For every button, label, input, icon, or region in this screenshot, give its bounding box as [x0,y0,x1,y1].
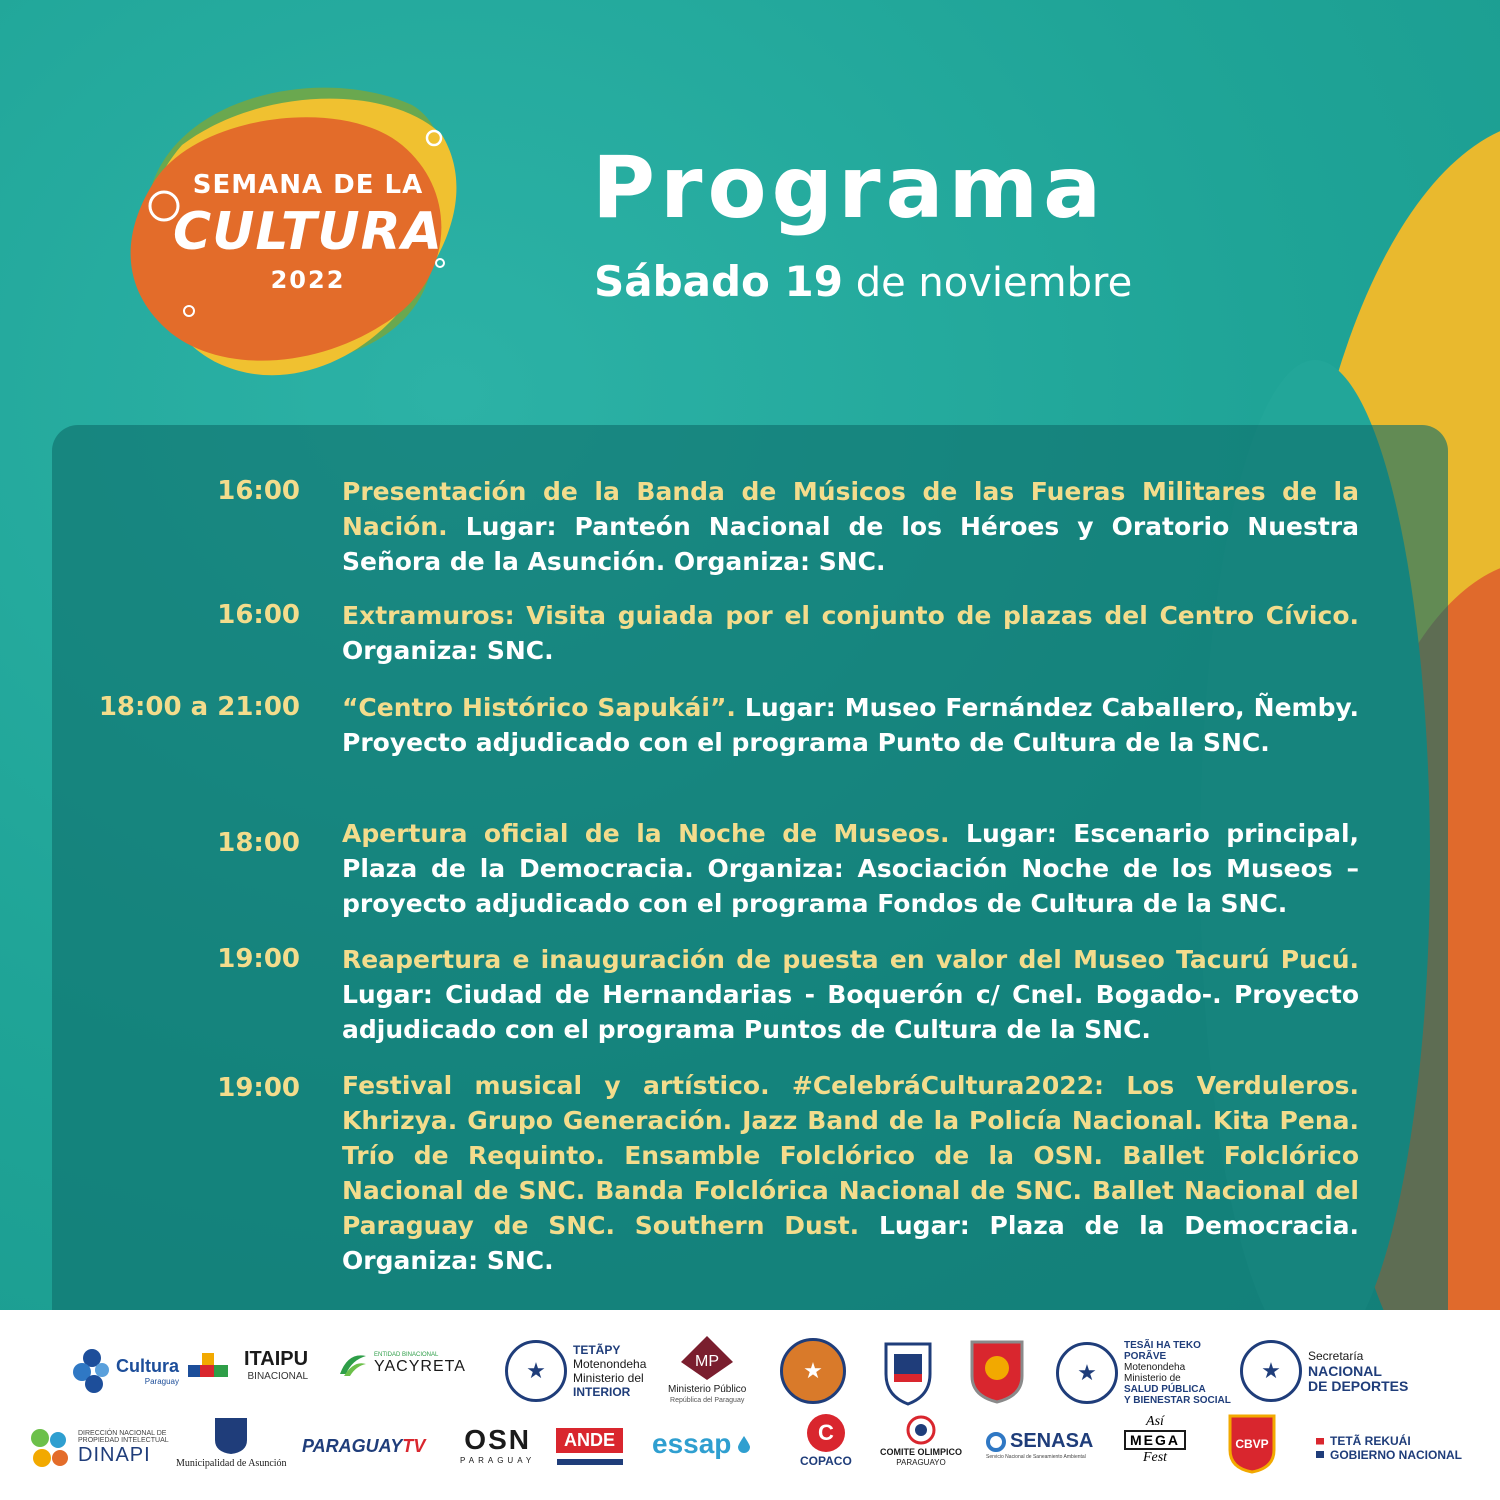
gobierno-line1: TETÃ REKUÁI [1330,1434,1411,1448]
interior-line3: Ministerio del [573,1371,644,1385]
sponsor-essap [652,1428,751,1460]
cultura-flower-icon [70,1340,110,1402]
page-subtitle-date [594,252,1132,313]
itaipu-icon [188,1351,238,1379]
event-time: 19:00 [217,944,300,974]
yacyreta-icon [338,1350,368,1378]
dinapi-gears-icon [28,1426,72,1470]
megafest-line3: Fest [1142,1450,1168,1465]
event-title: Reapertura e inauguración de puesta en valor del Museo Tacurú Pucú. [342,945,1359,974]
cultura-sub: Paraguay [144,1377,179,1386]
event-detail: Lugar: Ciudad de Hernandarias - Boquerón c/ Cnel. Bogado-. Proyecto adjudicado con el programa Puntos de Cultura de la SNC. [342,980,1359,1044]
copaco-icon: C [807,1414,845,1452]
osn-sub: PARAGUAY [460,1456,536,1465]
sponsors-footer [0,1310,1500,1500]
gobierno-line2: GOBIERNO NACIONAL [1330,1448,1462,1462]
event-time: 18:00 a 21:00 [98,692,300,722]
megafest-line2: MEGA [1124,1430,1186,1450]
itaipu-name: ITAIPU [244,1348,309,1370]
yacyreta-name: YACYRETA [374,1358,466,1375]
sponsor-gobierno [1316,1434,1462,1462]
event-detail: Lugar: Panteón Nacional de los Héroes y Oratorio Nuestra Señora de la Asunción. Organiza: SNC. [342,512,1359,576]
event-description [342,942,1359,1047]
sponsor-police [968,1334,1026,1404]
salud-line1: TESÃI HA TEKO [1124,1340,1201,1351]
event-time: 16:00 [217,476,300,506]
sponsor-copaco [800,1414,852,1468]
sponsor-municipalidad [176,1414,287,1469]
paraguaytv-suffix: TV [402,1436,426,1456]
military-shield-icon [880,1334,936,1406]
dinapi-name: DINAPI [78,1443,151,1466]
sponsor-megafest [1124,1414,1186,1466]
coe-line2: PARAGUAYO [896,1458,946,1467]
sponsor-cbvp [1226,1410,1278,1474]
salud-line6: Y BIENESTAR SOCIAL [1124,1395,1231,1406]
osn-name: OSN [464,1424,531,1455]
senasa-icon [986,1432,1006,1452]
sponsor-salud [1056,1340,1231,1406]
sponsor-dinapi [28,1426,169,1470]
presidencia-seal-icon: ★ [780,1338,846,1404]
deportes-line3: DE DEPORTES [1308,1377,1409,1394]
event-description [342,816,1359,921]
event-description [342,598,1359,668]
event-description [342,1068,1359,1278]
dinapi-line2: PROPIEDAD INTELECTUAL [78,1436,169,1444]
cbvp-name: CBVP [1235,1437,1269,1451]
sponsor-ministerio-publico [668,1334,746,1404]
sponsor-osn [460,1426,535,1465]
sponsor-presidencia [780,1338,846,1404]
sponsor-coe [880,1414,962,1467]
event-logo-text [118,170,498,294]
ministerio-publico-icon [677,1334,737,1382]
sponsor-itaipu [188,1348,308,1382]
senasa-sub: Servicio Nacional de Saneamiento Ambiental [986,1454,1086,1460]
event-title: Presentación de la Banda de Músicos de las Fueras Militares de la Nación. [342,477,1359,541]
water-drop-icon [737,1435,751,1453]
date-day: Sábado 19 [594,257,843,306]
municipalidad-shield-icon [211,1414,251,1456]
copaco-name: COPACO [800,1454,852,1468]
olympic-lion-icon [904,1414,938,1446]
date-month: de noviembre [843,260,1133,306]
salud-line4: Ministerio de [1124,1373,1181,1384]
event-time: 19:00 [217,1073,300,1103]
sponsor-senasa [986,1430,1093,1460]
interior-line4: INTERIOR [573,1385,631,1399]
event-detail: Organiza: SNC. [342,636,554,665]
event-description [342,474,1359,579]
paraguaytv-name: PARAGUAY [302,1436,403,1456]
page-title: Programa [592,138,1107,238]
police-shield-icon [968,1334,1026,1404]
flag-icon [1316,1438,1324,1458]
salud-line3: Motenondeha [1124,1362,1186,1373]
interior-line1: TETÃPY [573,1343,621,1357]
event-title: Festival musical y artístico. #CelebráCultura2022: Los Verduleros. Khrizya. Grupo Generación. Jazz Band de la Policía Nacional. Kita Pena. Trío de Requinto. Ensamble Folclórico de la OSN. Ballet Folclórico Nacional de SNC. Banda Folclórica Nacional de SNC. Ballet Nacional del Paraguay de SNC. Southern Dust. [342,1071,1359,1240]
sponsor-military [880,1334,936,1406]
svg-text:MP: MP [695,1353,720,1370]
sponsor-cultura [70,1340,179,1402]
event-title: Apertura oficial de la Noche de Museos. [342,819,950,848]
paraguay-seal-icon: ★ [505,1340,567,1402]
event-time: 16:00 [217,600,300,630]
sponsor-ande [556,1428,623,1465]
deportes-line1: Secretaría [1308,1348,1364,1363]
event-time: 18:00 [217,828,300,858]
ande-name: ANDE [556,1428,623,1453]
event-detail: Lugar: Escenario principal, Plaza de la Democracia. Organiza: Asociación Noche de los Museos – proyecto adjudicado con el programa Fondos de Cultura de la SNC. [342,819,1360,918]
logo-line2: CULTURA [173,202,443,262]
yacyreta-sub: ENTIDAD BINACIONAL [374,1352,439,1358]
deportes-line2: NACIONAL [1308,1362,1382,1379]
paraguay-seal-icon: ★ [1240,1340,1302,1402]
dinapi-line1: DIRECCIÓN NACIONAL DE [78,1429,167,1437]
ministerio-publico-sub: República del Paraguay [670,1397,745,1404]
logo-line1: SEMANA DE LA [192,170,424,200]
event-title: “Centro Histórico Sapukái”. [342,693,736,722]
event-description [342,690,1359,760]
bomberos-shield-icon [1226,1410,1278,1474]
ministerio-publico-name: Ministerio Público [668,1384,747,1395]
event-detail: Lugar: Plaza de la Democracia. Organiza: SNC. [342,1211,1360,1275]
itaipu-sub: BINACIONAL [247,1371,309,1382]
essap-name: essap [652,1428,732,1459]
paraguay-seal-icon: ★ [1056,1342,1118,1404]
municipalidad-name: Municipalidad de Asunción [176,1458,287,1469]
event-detail: Lugar: Museo Fernández Caballero, Ñemby. Proyecto adjudicado con el programa Punto de Cultura de la SNC. [342,693,1359,757]
sponsor-yacyreta [338,1350,466,1378]
sponsor-deportes [1240,1340,1408,1402]
sponsor-interior [505,1340,646,1402]
logo-year: 2022 [270,266,346,294]
sponsor-paraguaytv [302,1436,425,1457]
event-title: Extramuros: Visita guiada por el conjunto de plazas del Centro Cívico. [342,601,1359,630]
salud-line2: PORÃVE [1124,1351,1167,1362]
cultura-name: Cultura [116,1356,179,1376]
senasa-name: SENASA [1010,1430,1094,1452]
salud-line5: SALUD PÚBLICA [1124,1384,1206,1395]
coe-line1: COMITE OLIMPICO [880,1447,962,1457]
megafest-line1: Así [1146,1414,1164,1429]
interior-line2: Motenondeha [573,1357,647,1371]
